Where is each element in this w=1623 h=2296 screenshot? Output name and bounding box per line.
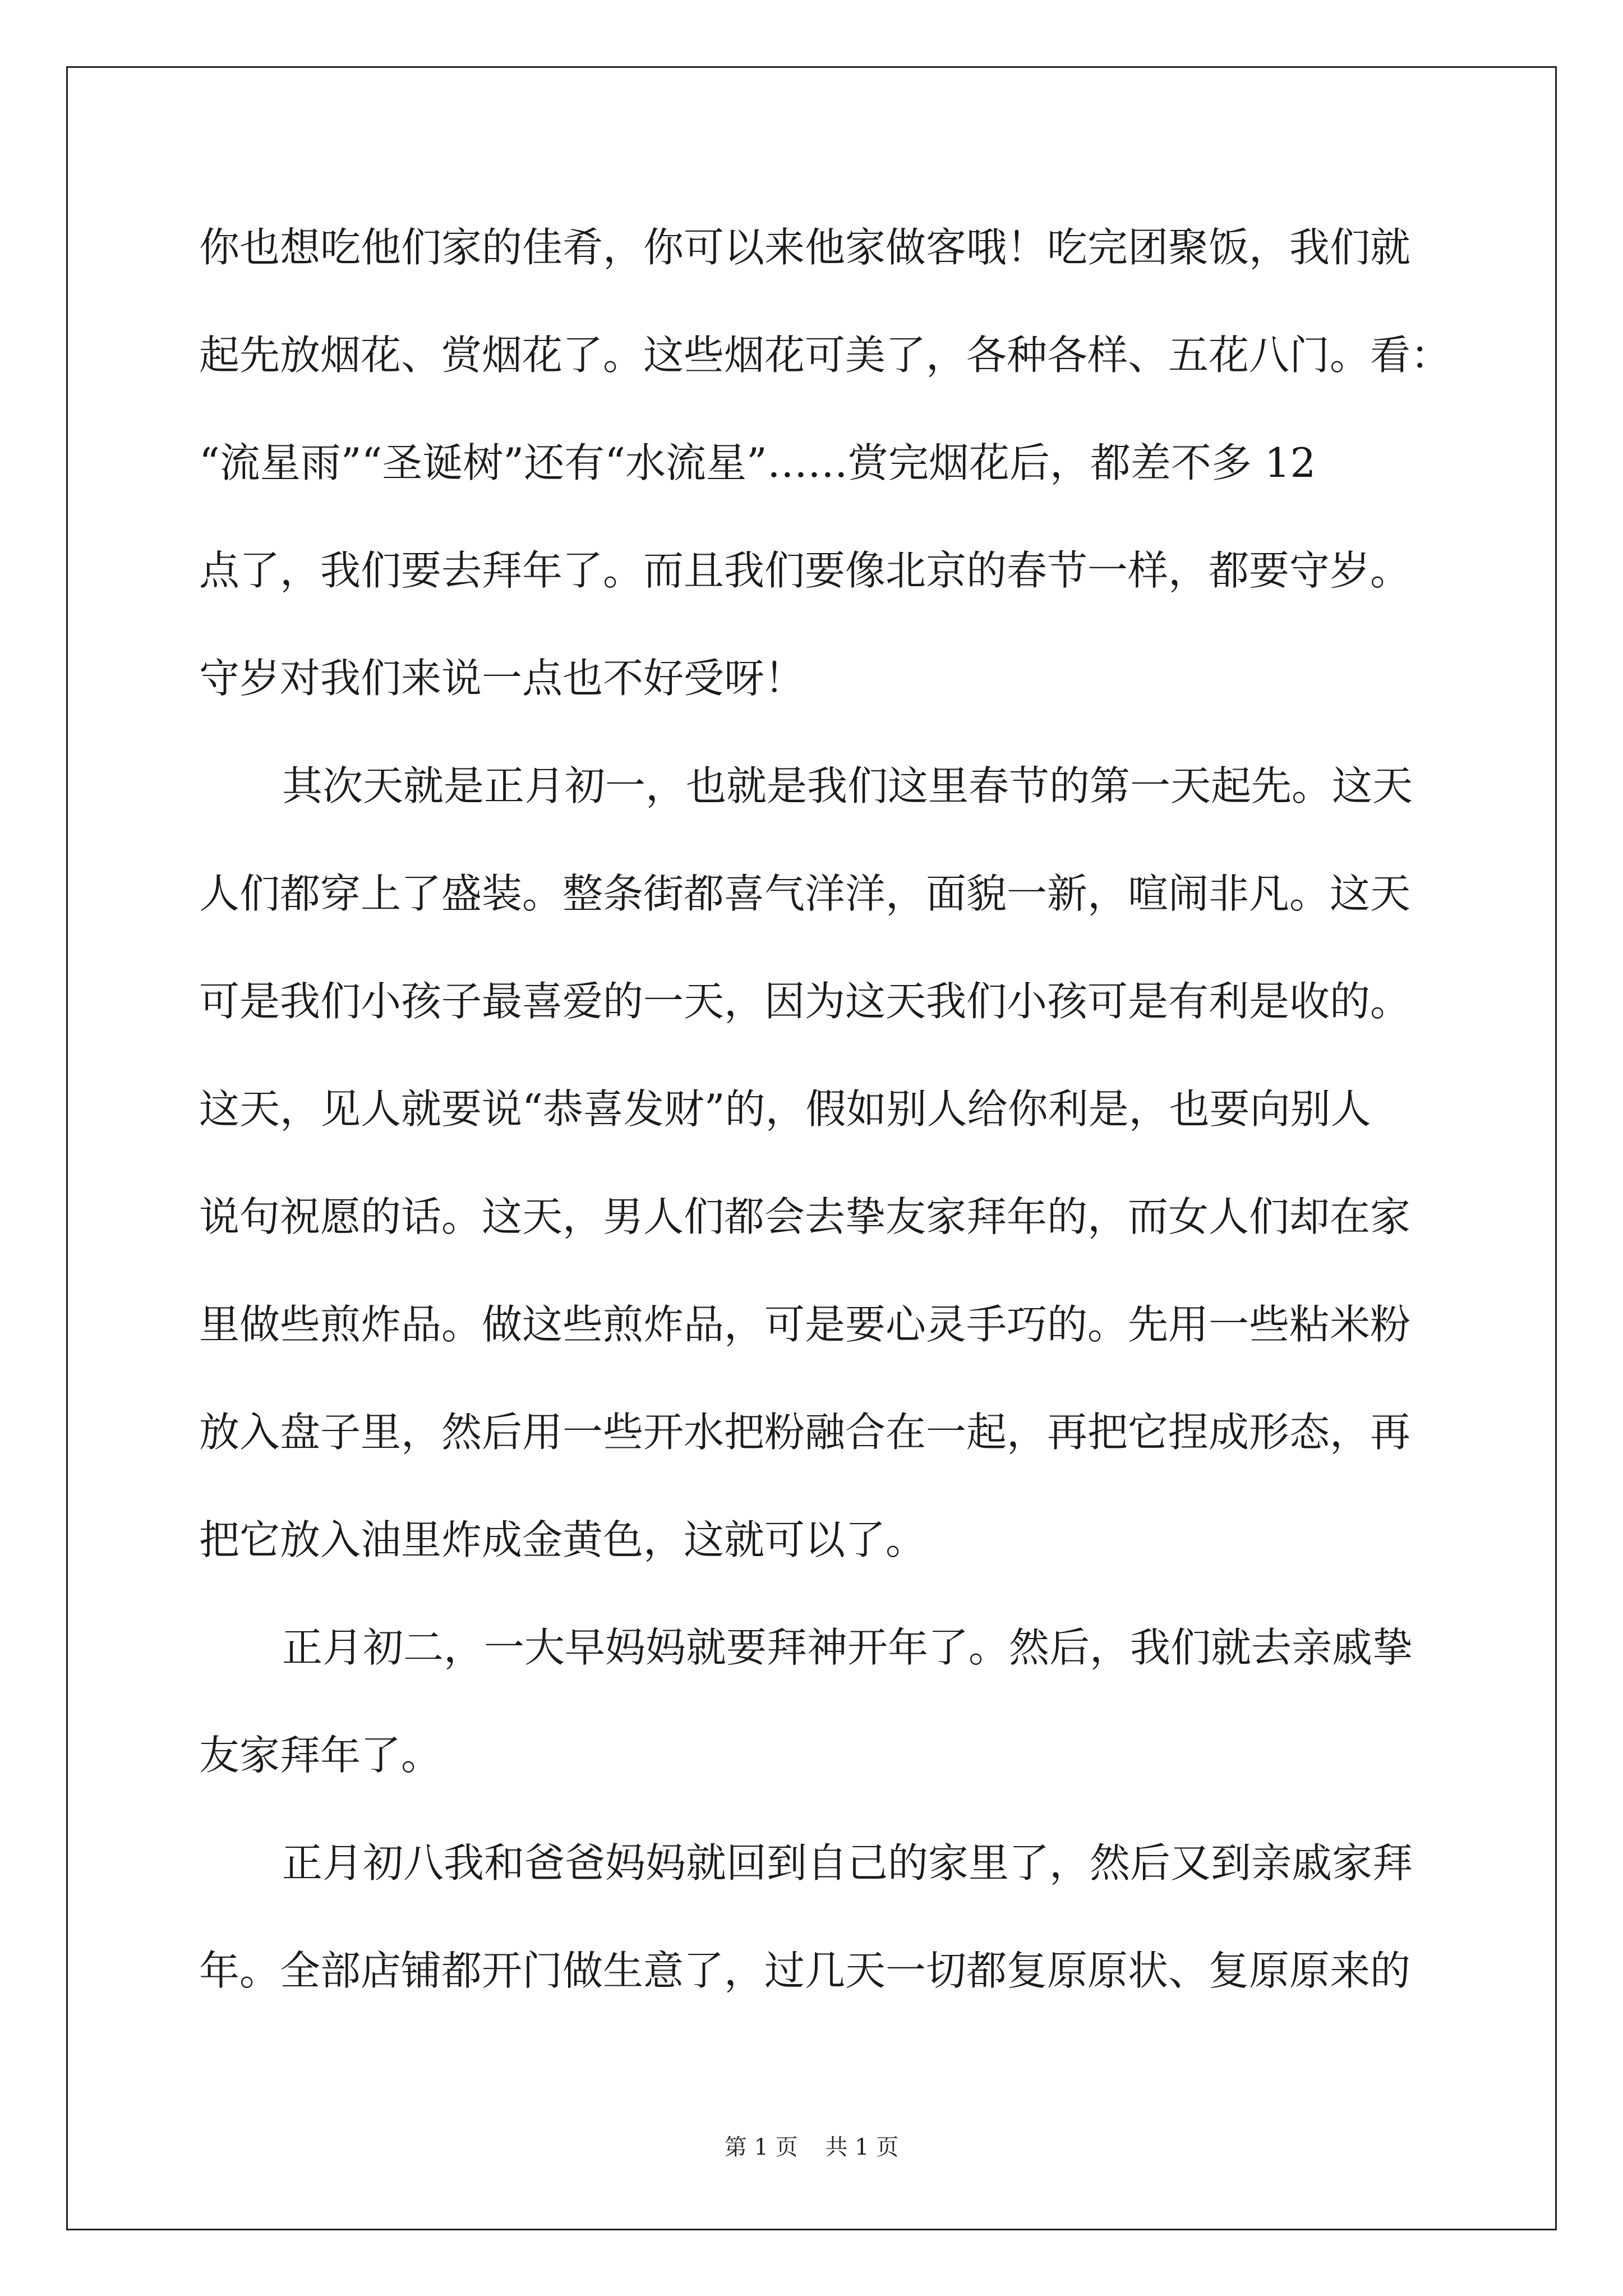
text-line-paragraph-start: 正月初二，一大早妈妈就要拜神开年了。然后，我们就去亲戚挚	[282, 1624, 1413, 1671]
text-line-paragraph-start: 其次天就是正月初一，也就是我们这里春节的第一天起先。这天	[282, 762, 1413, 809]
text-line: 把它放入油里炸成金黄色，这就可以了。	[199, 1516, 926, 1563]
text-line: 里做些煎炸品。做这些煎炸品，可是要心灵手巧的。先用一些粘米粉	[199, 1301, 1411, 1348]
text-line: 可是我们小孩子最喜爱的一天，因为这天我们小孩可是有利是收的。	[199, 978, 1411, 1025]
page-number-total: 共 1 页	[825, 2134, 899, 2160]
page-number-current: 第 1 页	[724, 2134, 798, 2160]
text-line: 人们都穿上了盛装。整条街都喜气洋洋，面貌一新，喧闹非凡。这天	[199, 870, 1411, 917]
text-line-paragraph-start: 正月初八我和爸爸妈妈就回到自己的家里了，然后又到亲戚家拜	[282, 1839, 1413, 1887]
text-line: 放入盘子里，然后用一些开水把粉融合在一起，再把它捏成形态，再	[199, 1409, 1411, 1456]
document-body	[199, 213, 1451, 2044]
text-line: 这天，见人就要说“恭喜发财”的，假如别人给你利是，也要向别人	[199, 1085, 1371, 1133]
text-line: 点了，我们要去拜年了。而且我们要像北京的春节一样，都要守岁。	[199, 547, 1411, 594]
text-line: 守岁对我们来说一点也不好受呀！	[199, 655, 805, 702]
page-footer	[0, 2132, 1623, 2163]
text-line: 年。全部店铺都开门做生意了，过几天一切都复原原状、复原原来的	[199, 1947, 1411, 1994]
text-line: “流星雨”“圣诞树”还有“水流星”……赏完烟花后，都差不多 12	[199, 439, 1316, 486]
text-line: 友家拜年了。	[199, 1732, 442, 1779]
text-line: 你也想吃他们家的佳肴，你可以来他家做客哦！吃完团聚饭，我们就	[199, 224, 1411, 271]
text-line: 起先放烟花、赏烟花了。这些烟花可美了，各种各样、五花八门。看：	[199, 332, 1451, 379]
text-line: 说句祝愿的话。这天，男人们都会去挚友家拜年的，而女人们却在家	[199, 1193, 1411, 1240]
